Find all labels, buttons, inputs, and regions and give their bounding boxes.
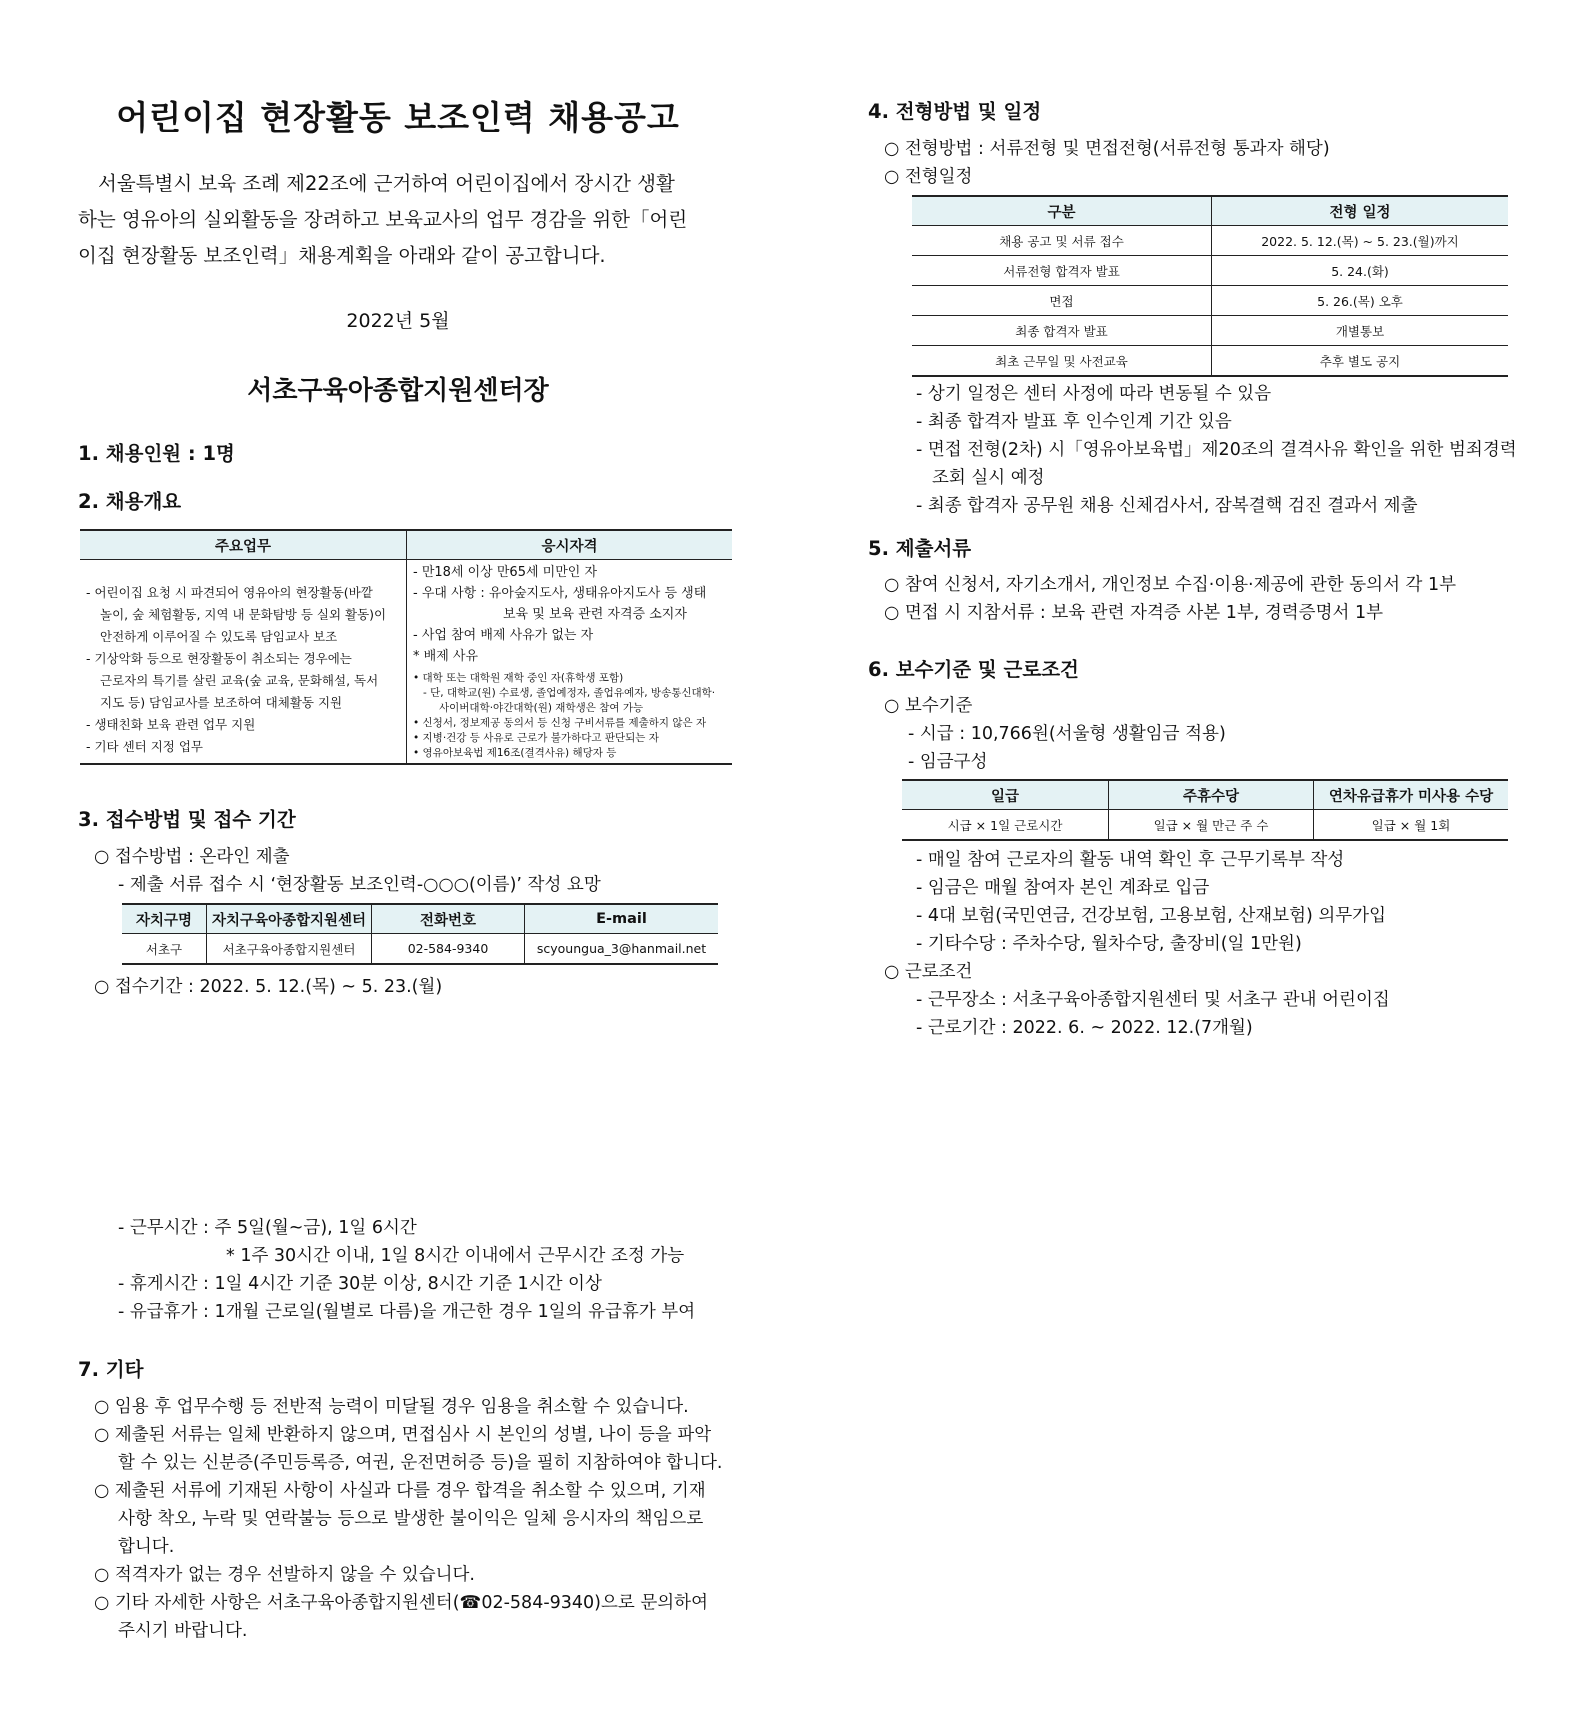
wage-table [902,779,1508,841]
qual-line: * 배제 사유 [413,649,478,664]
misc-line: 할 수 있는 신분증(주민등록증, 여권, 운전면허증 등)을 필히 지참하여야 합니다. [118,1453,723,1473]
qual-line: - 만18세 이상 만65세 미만인 자 [413,565,598,580]
wage-label: - 임금구성 [908,752,988,772]
th-schedule: 전형 일정 [1212,196,1509,226]
schedule-note: - 최종 합격자 공무원 채용 신체검사서, 잠복결핵 검진 결과서 제출 [916,496,1418,516]
receipt-period: ○ 접수기간 : 2022. 5. 12.(목) ~ 5. 23.(월) [94,977,443,997]
conditions-label: ○ 근로조건 [884,962,973,982]
intro-line: 하는 영유아의 실외활동을 장려하고 보육교사의 업무 경감을 위한「어린 [78,208,688,231]
cell-schedule: 5. 24.(화) [1212,256,1509,286]
th-daily-wage: 일급 [902,780,1109,810]
th-district: 자치구명 [122,904,207,934]
misc-line: ○ 적격자가 없는 경우 선발하지 않을 수 있습니다. [94,1565,475,1585]
condition-line: - 근무장소 : 서초구육아종합지원센터 및 서초구 관내 어린이집 [916,990,1390,1010]
paid-leave: - 유급휴가 : 1개월 근로일(월별로 다름)을 개근한 경우 1일의 유급휴가 부여 [118,1302,696,1322]
qual-line: 보육 및 보육 관련 자격증 소지자 [503,607,687,622]
schedule-note: - 최종 합격자 발표 후 인수인계 기간 있음 [916,412,1232,432]
work-hours-note: * 1주 30시간 이내, 1일 8시간 이내에서 근무시간 조정 가능 [226,1246,685,1266]
receipt-method: ○ 접수방법 : 온라인 제출 [94,847,290,867]
th-email: E-mail [525,904,719,934]
documents-line: ○ 면접 시 지참서류 : 보육 관련 자격증 사본 1부, 경력증명서 1부 [884,603,1383,623]
selection-method: ○ 전형방법 : 서류전형 및 면접전형(서류전형 통과자 해당) [884,139,1330,159]
s5-heading: 5. 제출서류 [868,537,972,560]
misc-line: 사항 착오, 누락 및 연락불능 등으로 발생한 불이익은 일체 응시자의 책임으로 [118,1509,704,1529]
cell-schedule: 2022. 5. 12.(목) ~ 5. 23.(월)까지 [1212,226,1509,256]
cell-category: 면접 [912,286,1212,316]
s4-heading: 4. 전형방법 및 일정 [868,100,1042,123]
cell-daily-wage: 시급 × 1일 근로시간 [902,810,1109,841]
schedule-note: 조회 실시 예정 [932,468,1045,488]
cell-district: 서초구 [122,934,207,965]
contact-table [122,903,718,965]
duty-line: 근로자의 특기를 살린 교육(숲 교육, 문화해설, 독서 [100,673,379,688]
duty-line: 지도 등) 담임교사를 보조하여 대체활동 지원 [100,695,343,710]
s7-heading: 7. 기타 [78,1358,144,1381]
misc-line: 주시기 바랍니다. [118,1621,248,1641]
pay-note: - 4대 보험(국민연금, 건강보험, 고용보험, 산재보험) 의무가입 [916,906,1386,926]
duty-line: 안전하게 이루어질 수 있도록 담임교사 보조 [100,629,338,644]
notice-date: 2022년 5월 [346,310,450,332]
schedule-label: ○ 전형일정 [884,167,973,187]
cell-email: scyoungua_3@hanmail.net [525,934,719,965]
condition-line: - 근로기간 : 2022. 6. ~ 2022. 12.(7개월) [916,1018,1253,1038]
misc-line: ○ 제출된 서류에 기재된 사항이 사실과 다를 경우 합격을 취소할 수 있으며, 기재 [94,1481,706,1501]
schedule-table [912,195,1508,377]
duty-line: - 기타 센터 지정 업무 [86,739,204,754]
cell-category: 채용 공고 및 서류 접수 [912,226,1212,256]
intro-line: 서울특별시 보육 조례 제22조에 근거하여 어린이집에서 장시간 생활 [98,172,675,195]
th-duties: 주요업무 [80,530,407,560]
qual-line: - 우대 사항 : 유아숲지도사, 생태유아지도사 등 생태 [413,586,707,601]
s3-heading: 3. 접수방법 및 접수 기간 [78,808,296,831]
pay-note: - 기타수당 : 주차수당, 월차수당, 출장비(일 1만원) [916,934,1302,954]
exclusion-line: • 신청서, 정보제공 동의서 등 신청 구비서류를 제출하지 않은 자 [413,717,707,729]
cell-category: 최종 합격자 발표 [912,316,1212,346]
th-annual-leave: 연차유급휴가 미사용 수당 [1314,780,1509,810]
cell-center: 서초구육아종합지원센터 [207,934,372,965]
pay-label: ○ 보수기준 [884,696,973,716]
duty-line: - 생태친화 보육 관련 업무 지원 [86,717,256,732]
cell-weekly-holiday: 일급 × 월 만근 주 수 [1109,810,1314,841]
duties-cell [80,560,407,765]
duty-line: 놀이, 숲 체험활동, 지역 내 문화탐방 등 실외 활동)이 [100,607,387,622]
th-qualifications: 응시자격 [407,530,733,560]
s1-heading: 1. 채용인원 : 1명 [78,442,235,465]
qualifications-cell [407,560,733,765]
s6-heading: 6. 보수기준 및 근로조건 [868,658,1079,681]
break-time: - 휴게시간 : 1일 4시간 기준 30분 이상, 8시간 기준 1시간 이상 [118,1274,602,1294]
th-phone: 전화번호 [372,904,525,934]
misc-line: 합니다. [118,1537,175,1557]
schedule-note: - 상기 일정은 센터 사정에 따라 변동될 수 있음 [916,384,1272,404]
th-category: 구분 [912,196,1212,226]
pay-note: - 임금은 매월 참여자 본인 계좌로 입금 [916,878,1210,898]
intro-paragraph [78,166,722,274]
exclusion-line: 사이버대학·야간대학(원) 재학생은 참여 가능 [439,702,644,714]
th-weekly-holiday: 주휴수당 [1109,780,1314,810]
issuer: 서초구육아종합지원센터장 [247,376,549,406]
intro-line: 이집 현장활동 보조인력」채용계획을 아래와 같이 공고합니다. [78,244,606,267]
th-center: 자치구육아종합지원센터 [207,904,372,934]
exclusion-line: - 단, 대학교(원) 수료생, 졸업예정자, 졸업유예자, 방송통신대학· [423,687,716,699]
hourly-wage: - 시급 : 10,766원(서울형 생활임금 적용) [908,724,1226,744]
documents-line: ○ 참여 신청서, 자기소개서, 개인정보 수집·이용·제공에 관한 동의서 각 1부 [884,575,1457,595]
cell-schedule: 5. 26.(목) 오후 [1212,286,1509,316]
misc-line: ○ 제출된 서류는 일체 반환하지 않으며, 면접심사 시 본인의 성별, 나이 등을 파악 [94,1425,712,1445]
exclusion-line: • 영유아보육법 제16조(결격사유) 해당자 등 [413,747,617,759]
exclusion-line: • 대학 또는 대학원 재학 중인 자(휴학생 포함) [413,672,624,684]
cell-category: 서류전형 합격자 발표 [912,256,1212,286]
misc-line: ○ 임용 후 업무수행 등 전반적 능력이 미달될 경우 임용을 취소할 수 있습니다. [94,1397,689,1417]
overview-table [80,529,732,765]
schedule-note: - 면접 전형(2차) 시「영유아보육법」제20조의 결격사유 확인을 위한 범죄경력 [916,440,1517,460]
cell-category: 최초 근무일 및 사전교육 [912,346,1212,377]
exclusion-line: • 지병·건강 등 사유로 근로가 불가하다고 판단되는 자 [413,732,659,744]
qual-line: - 사업 참여 배제 사유가 없는 자 [413,628,594,643]
duty-line: - 어린이집 요청 시 파견되어 영유아의 현장활동(바깥 [86,585,373,600]
work-hours: - 근무시간 : 주 5일(월~금), 1일 6시간 [118,1218,417,1238]
duty-line: - 기상악화 등으로 현장활동이 취소되는 경우에는 [86,651,352,666]
s2-heading: 2. 채용개요 [78,490,182,513]
cell-phone: 02-584-9340 [372,934,525,965]
cell-annual-leave: 일급 × 월 1회 [1314,810,1509,841]
page-title: 어린이집 현장활동 보조인력 채용공고 [116,98,680,137]
cell-schedule: 개별통보 [1212,316,1509,346]
pay-note: - 매일 참여 근로자의 활동 내역 확인 후 근무기록부 작성 [916,850,1345,870]
misc-line: ○ 기타 자세한 사항은 서초구육아종합지원센터(☎02-584-9340)으로 문의하여 [94,1593,708,1613]
receipt-method-note: - 제출 서류 접수 시 ‘현장활동 보조인력-○○○(이름)’ 작성 요망 [118,875,601,895]
cell-schedule: 추후 별도 공지 [1212,346,1509,377]
